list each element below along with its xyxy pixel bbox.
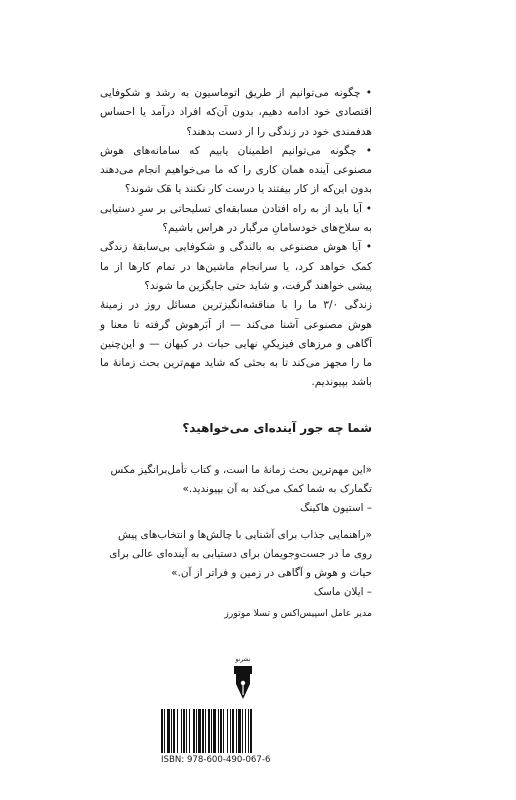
blurb-paragraph: • آیا هوش مصنوعی به بالندگی و شکوفایی بی‌سابقهٔ زندگی کمک خواهد کرد، یا سرانجام ماشین‌ها در تمام کارها از ما پیشی خواهند گرفت، و شاید حتی جایگزین ما شوند؟ (100, 241, 372, 292)
quote-hawking (100, 461, 372, 518)
blurb-text (100, 84, 372, 393)
section-heading: شما چه جور آینده‌ای می‌خواهید؟ (182, 421, 372, 435)
publisher-name: نشرنو (235, 656, 251, 663)
author-title: مدیر عامل اسپیس‌اکس و تسلا موتورز (224, 608, 372, 619)
quote-text: «این مهم‌ترین بحث زمانهٔ ما است، و کتاب تأمل‌برانگیز مکس تگمارک به شما کمک می‌کند به آن بپیوندید.» (110, 464, 372, 495)
isbn-text: ISBN: 978-600-490-067-6 (161, 755, 271, 765)
blurb-paragraph: • چگونه می‌توانیم از طریق اتوماسیون به رشد و شکوفایی اقتصادی خود ادامه دهیم، بدون آن‌که افراد درآمد یا احساس هدفمندی خود در زندگی را از دست بدهند؟ (100, 87, 372, 138)
quote-author: – ایلان ماسک (313, 586, 372, 598)
barcode-icon (161, 709, 301, 753)
quote-author: – استیون هاکینگ (300, 502, 372, 514)
quote-text: «راهنمایی جذاب برای آشنایی با چالش‌ها و انتخاب‌های پیش روی ما در جست‌وجویمان برای دستیابی به آینده‌ای عالی برای حیات و هوش و آگاهی در زمین و فراتر از آن.» (109, 529, 372, 579)
blurb-paragraph: زندگی ۳/۰ ما را با مناقشه‌انگیزترین مسائل روز در زمینهٔ هوش مصنوعی آشنا می‌کند — از اَبَرهوش گرفته تا معنا و آگاهی و مرزهای فیزیکیِ نهایی حیات در کیهان — و این‌چنین ما را مجهز می‌کند تا به بحثی که شاید مهم‌ترین بحث زمانهٔ ما باشد بپیوندیم. (100, 299, 372, 389)
blurb-paragraph: • آیا باید از به راه افتادن مسابقه‌ای تسلیحاتی بر سرِ دستیابی به سلاح‌های خودسامانِ مرگبار در هراس باشیم؟ (100, 202, 372, 235)
blurb-paragraph: • چگونه می‌توانیم اطمینان یابیم که سامانه‌های هوش مصنوعی آینده همان کاری را که ما می‌خواهیم انجام می‌دهند بدون این‌که از کار بیفتند یا درست کار نکنند یا هَک شوند؟ (100, 144, 372, 196)
publisher-logo (233, 656, 253, 702)
quote-musk (100, 526, 372, 602)
